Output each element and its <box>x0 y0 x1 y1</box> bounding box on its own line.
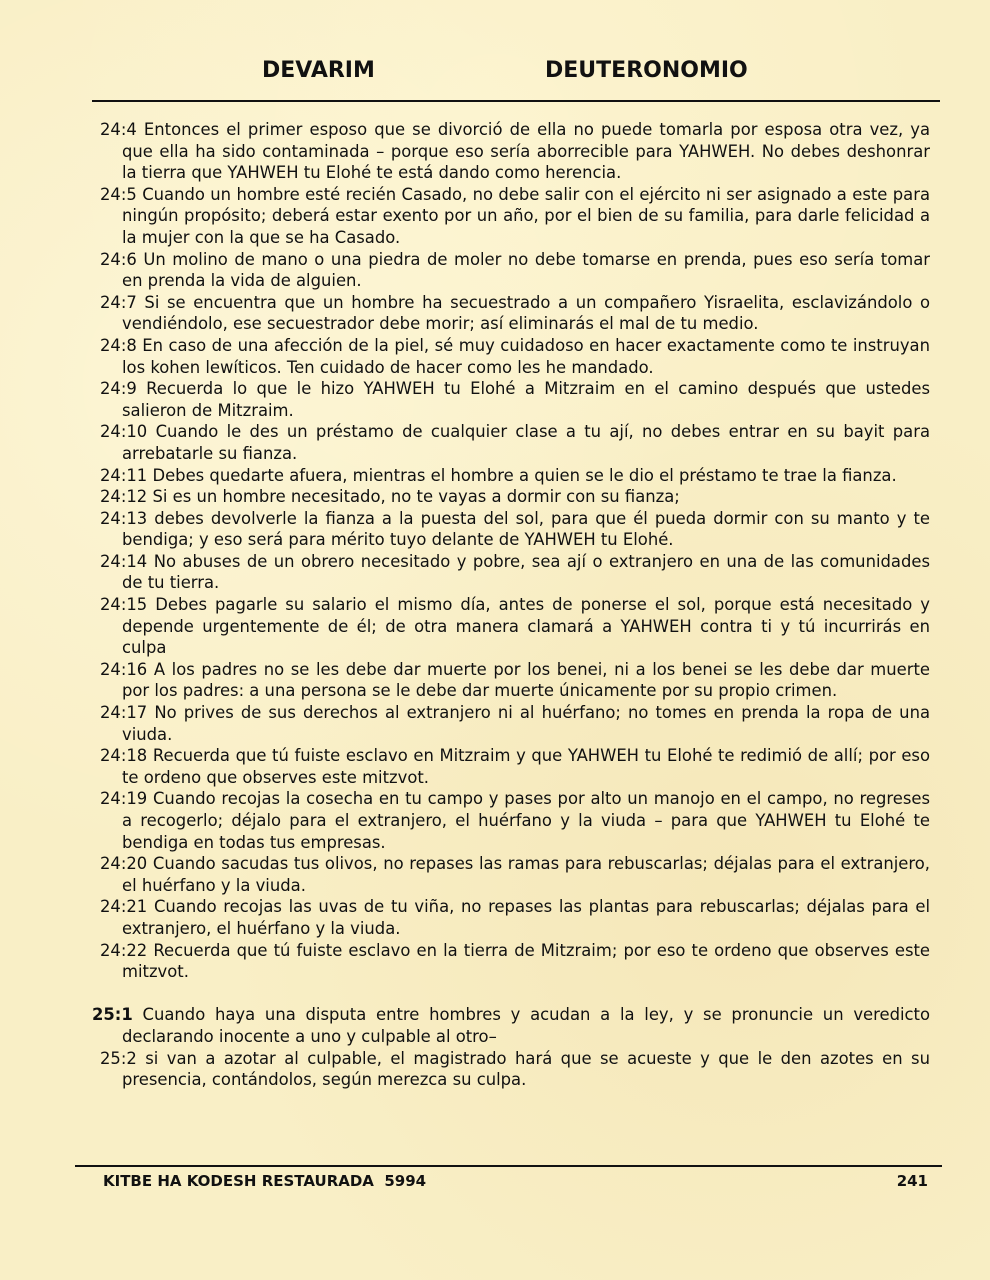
verse-ref: 25:2 <box>100 1048 137 1068</box>
verse-ref: 24:9 <box>100 379 137 399</box>
verse-ref: 24:16 <box>100 659 148 679</box>
footer-divider <box>75 1165 942 1167</box>
verse-text: Cuando le des un préstamo de cualquier clase a tu ají, no debes entrar en su bayit para arrebatarle su fianza. <box>122 422 930 463</box>
verse-text: No abuses de un obrero necesitado y pobre, sea ají o extranjero en una de las comunidades de tu tierra. <box>122 551 930 593</box>
verse-text: Debes pagarle su salario el mismo día, antes de ponerse el sol, porque está necesitado y depende urgentemente de él; de otra manera clamará a YAHWEH contra ti y tú incurrirás en culpa <box>122 595 930 658</box>
verse-text: Debes quedarte afuera, mientras el hombre a quien se le dio el préstamo te trae la fianza. <box>152 465 897 485</box>
verse-ref: 24:21 <box>100 897 148 917</box>
verse-ref: 24:20 <box>100 854 148 874</box>
verse-24-16 <box>100 659 930 702</box>
verse-ref: 24:7 <box>100 292 137 312</box>
verse-24-9 <box>100 378 930 421</box>
verse-ref: 24:12 <box>100 487 148 507</box>
verse-24-14 <box>100 551 930 594</box>
verse-24-10 <box>100 421 930 464</box>
book-title-spanish: DEUTERONOMIO <box>545 58 748 83</box>
scripture-text <box>92 119 931 1091</box>
chapter-gap <box>100 983 930 1005</box>
verse-24-15 <box>100 594 930 659</box>
verse-text: Cuando recojas las uvas de tu viña, no repases las plantas para rebuscarlas; déjalas para el extranjero, el huérfano y la viuda. <box>122 897 930 938</box>
verse-text: A los padres no se les debe dar muerte por los benei, ni a los benei se les debe dar muerte por los padres: a una persona se le debe dar muerte únicamente por su propio crimen. <box>122 659 930 701</box>
verse-24-20 <box>100 853 930 896</box>
verse-24-21 <box>100 896 930 939</box>
page-footer <box>0 1172 990 1196</box>
verse-text: En caso de una afección de la piel, sé muy cuidadoso en hacer exactamente como te instruyan los kohen lewíticos. Ten cuidado de hacer como les he mandado. <box>122 335 930 377</box>
verse-25-1 <box>92 1004 930 1047</box>
verse-ref: 24:22 <box>100 940 148 960</box>
verse-text: Si es un hombre necesitado, no te vayas a dormir con su fianza; <box>152 487 680 507</box>
verse-24-18 <box>100 745 930 788</box>
verse-text: Recuerda lo que le hizo YAHWEH tu Elohé a Mitzraim en el camino después que ustedes salieron de Mitzraim. <box>122 379 930 420</box>
verse-text: debes devolverle la fianza a la puesta del sol, para que él pueda dormir con su manto y te bendiga; y eso será para mérito tuyo delante de YAHWEH tu Elohé. <box>122 508 930 550</box>
verse-text: Recuerda que tú fuiste esclavo en Mitzraim y que YAHWEH tu Elohé te redimió de allí; por eso te ordeno que observes este mitzvot. <box>122 746 931 787</box>
verse-text: Recuerda que tú fuiste esclavo en la tierra de Mitzraim; por eso te ordeno que observes este mitzvot. <box>122 940 930 982</box>
page-number: 241 <box>896 1172 928 1190</box>
verse-ref: 24:4 <box>100 120 137 139</box>
verse-24-4 <box>100 119 930 184</box>
verse-text: Un molino de mano o una piedra de moler no debe tomarse en prenda, pues eso sería tomar en prenda la vida de alguien. <box>122 249 930 291</box>
verse-text: No prives de sus derechos al extranjero ni al huérfano; no tomes en prenda la ropa de una viuda. <box>122 703 930 744</box>
verse-24-13 <box>100 508 930 551</box>
verse-text: Entonces el primer esposo que se divorció de ella no puede tomarla por esposa otra vez, ya que ella ha sido contaminada – porque eso sería aborrecible para YAHWEH. No debes deshonrar la tierra que YAHWEH tu Elohé te está dando como herencia. <box>122 120 931 183</box>
verse-ref: 24:15 <box>100 595 148 615</box>
verse-ref: 24:14 <box>100 551 148 571</box>
verse-text: Cuando recojas la cosecha en tu campo y pases por alto un manojo en el campo, no regreses a recogerlo; déjalo para el extranjero, el huérfano y la viuda – para que YAHWEH tu Elohé te bendiga en todas tus empresas. <box>122 789 931 852</box>
verse-ref: 24:18 <box>100 746 148 766</box>
verse-24-17 <box>100 702 930 745</box>
page-header <box>0 58 990 90</box>
verse-ref: 24:13 <box>100 508 148 528</box>
verse-ref: 24:8 <box>100 335 137 355</box>
book-title-hebrew: DEVARIM <box>262 58 375 83</box>
verse-ref: 24:19 <box>100 789 148 809</box>
verse-24-12 <box>100 486 930 508</box>
verse-25-2 <box>100 1048 930 1091</box>
chapter-verse-ref: 25:1 <box>92 1005 133 1025</box>
verse-ref: 24:10 <box>100 422 148 442</box>
verse-24-7 <box>100 292 930 335</box>
verse-text: Cuando sacudas tus olivos, no repases las ramas para rebuscarlas; déjalas para el extranjero, el huérfano y la viuda. <box>122 854 931 895</box>
bible-edition-title: KITBE HA KODESH RESTAURADA 5994 <box>103 1172 427 1190</box>
verse-text: Cuando un hombre esté recién Casado, no debe salir con el ejército ni ser asignado a este para ningún propósito; deberá estar exento por un año, por el bien de su familia, para darle felicidad a la mujer con la que se ha Casado. <box>122 184 930 247</box>
verse-text: Cuando haya una disputa entre hombres y acudan a la ley, y se pronuncie un veredicto declarando inocente a uno y culpable al otro– <box>122 1005 930 1046</box>
verse-ref: 24:17 <box>100 703 148 723</box>
verse-24-19 <box>100 788 930 853</box>
verse-24-6 <box>100 249 930 292</box>
verse-24-22 <box>100 940 930 983</box>
header-divider <box>92 100 940 102</box>
verse-24-11 <box>100 465 930 487</box>
verse-text: si van a azotar al culpable, el magistrado hará que se acueste y que le den azotes en su presencia, contándolos, según merezca su culpa. <box>122 1048 930 1090</box>
verse-24-8 <box>100 335 930 378</box>
verse-text: Si se encuentra que un hombre ha secuestrado a un compañero Yisraelita, esclavizándolo o vendiéndolo, ese secuestrador debe morir; así eliminarás el mal de tu medio. <box>122 292 930 334</box>
verse-ref: 24:11 <box>100 465 148 485</box>
verse-ref: 24:5 <box>100 184 137 204</box>
verse-24-5 <box>100 184 930 249</box>
verse-ref: 24:6 <box>100 249 137 269</box>
